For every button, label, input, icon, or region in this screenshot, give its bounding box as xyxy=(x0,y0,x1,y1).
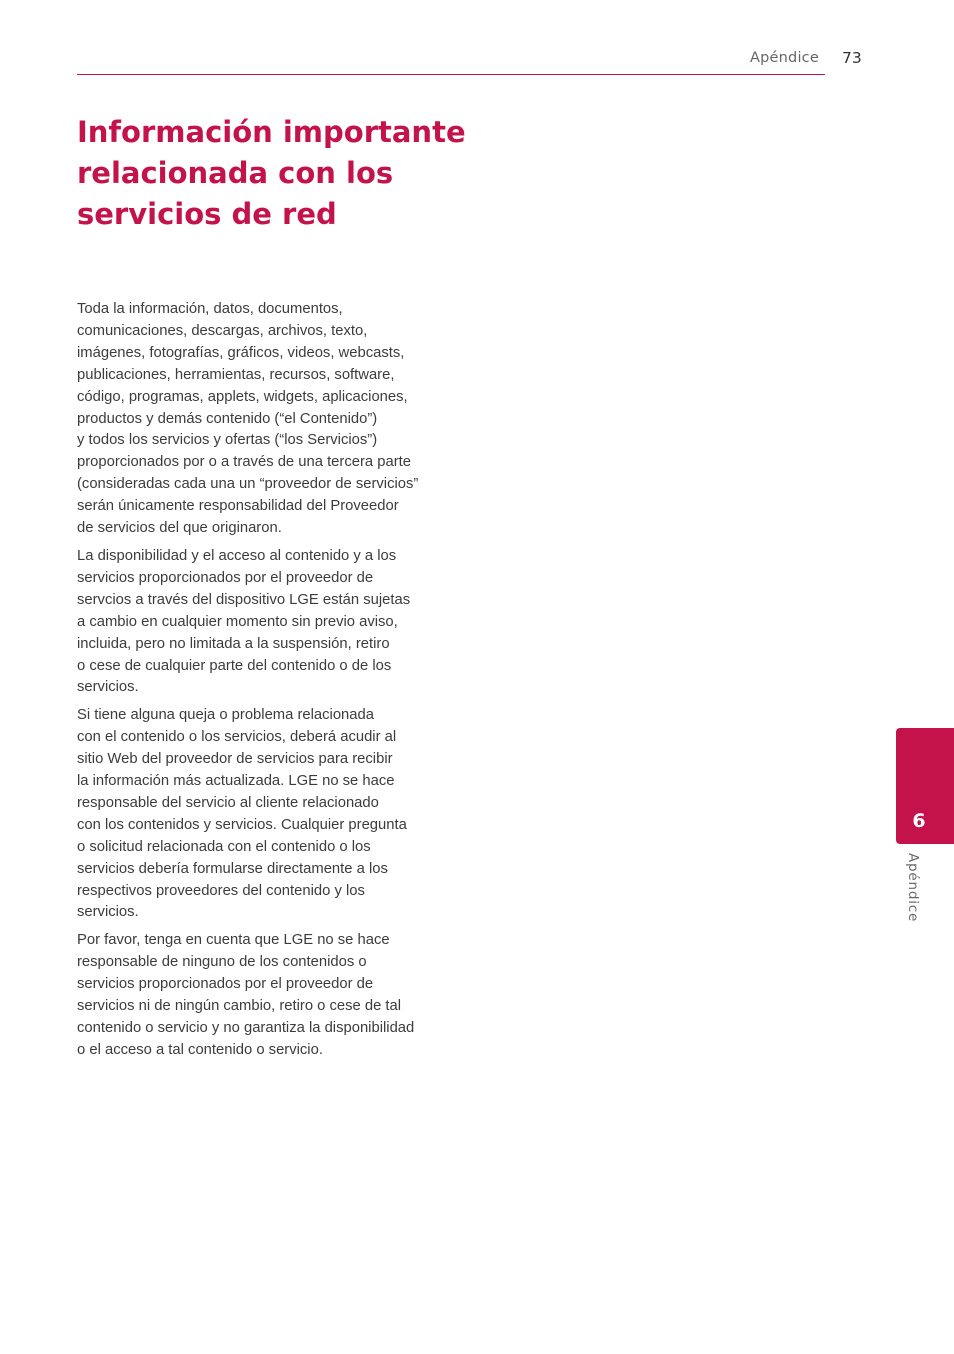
body-text xyxy=(77,299,469,1068)
page-title: Información importante relacionada con los servicios de red xyxy=(77,115,466,231)
chapter-label: Apéndice xyxy=(905,853,921,923)
paragraph: La disponibilidad y el acceso al contenido y a los servicios proporcionados por el proveedor de servcios a través del dispositivo LGE están sujetas a cambio en cualquier momento sin previo aviso, incluida, pero no limitada a la suspensión, retiro o cese de cualquier parte del contenido o de los servicios. xyxy=(77,547,411,696)
paragraph: Por favor, tenga en cuenta que LGE no se hace responsable de ninguno de los contenidos o servicios proporcionados por el proveedor de servicios ni de ningún cambio, retiro o cese de tal contenido o servicio y no garantiza la disponibilidad o el acceso a tal contenido o servicio. xyxy=(77,932,415,1058)
running-header-section: Apéndice xyxy=(750,50,819,66)
page-number: 73 xyxy=(842,49,862,67)
paragraph: Si tiene alguna queja o problema relacionada con el contenido o los servicios, deberá acudir al sitio Web del proveedor de servicios para recibir la información más actualizada. LGE no se hace responsable del servicio al cliente relacionado con los contenidos y servicios. Cualquier pregunta o solicitud relacionada con el contenido o los servicios debería formularse directamente a los respectivos proveedores del contenido y los servicios. xyxy=(77,707,407,921)
chapter-number: 6 xyxy=(912,810,926,832)
header-divider xyxy=(77,74,825,75)
paragraph: Toda la información, datos, documentos, comunicaciones, descargas, archivos, texto, imágenes, fotografías, gráficos, videos, webcasts, publicaciones, herramientas, recursos, software, código, programas, applets, widgets, aplicaciones, productos y demás contenido (“el Contenido”) y todos los servicios y ofertas (“los Servicios”) proporcionados por o a través de una tercera parte (consideradas cada una un “proveedor de servicios” serán únicamente responsabilidad del Proveedor de servicios del que originaron. xyxy=(77,301,419,537)
